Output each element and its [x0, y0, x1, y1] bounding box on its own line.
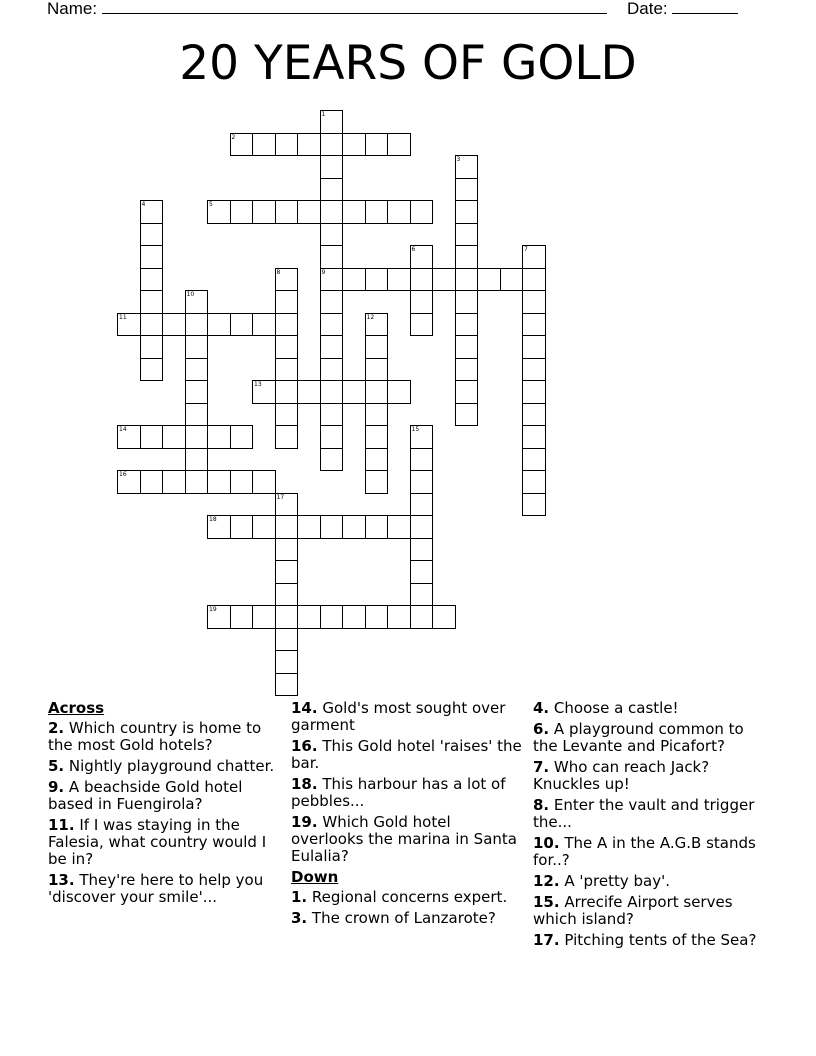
grid-cell[interactable]	[432, 268, 456, 292]
clue-across-16	[291, 738, 526, 772]
clue-text: Which Gold hotel overlooks the marina in Santa Eulalia?	[291, 813, 517, 865]
grid-cell[interactable]	[275, 313, 299, 337]
clue-column-2	[291, 700, 526, 931]
grid-cell[interactable]	[275, 358, 299, 382]
clue-across-9	[48, 779, 283, 813]
grid-cell[interactable]	[342, 200, 366, 224]
clue-number: 19.	[291, 813, 318, 831]
grid-cell-number: 9	[321, 268, 326, 276]
grid-cell[interactable]	[140, 470, 164, 494]
grid-cell[interactable]	[387, 515, 411, 539]
grid-cell-number: 11	[119, 313, 127, 321]
grid-cell[interactable]	[252, 515, 276, 539]
grid-cell-number: 3	[456, 156, 461, 163]
grid-cell[interactable]	[297, 200, 321, 224]
grid-cell[interactable]	[342, 380, 366, 404]
clue-text: A beachside Gold hotel based in Fuengirola?	[48, 778, 243, 813]
clue-number: 9.	[48, 778, 65, 796]
grid-cell[interactable]	[275, 133, 299, 157]
clue-text: Pitching tents of the Sea?	[564, 931, 757, 949]
grid-cell[interactable]	[410, 583, 434, 607]
grid-cell[interactable]	[522, 290, 546, 314]
grid-cell-number: 2	[231, 133, 236, 141]
grid-cell[interactable]	[455, 200, 479, 224]
grid-cell-number: 19	[209, 606, 217, 613]
grid-cell-number: 15	[411, 426, 420, 433]
clue-across-2	[48, 720, 283, 754]
grid-cell[interactable]	[297, 133, 321, 157]
grid-cell[interactable]	[185, 470, 209, 494]
grid-cell[interactable]	[455, 245, 479, 269]
name-line[interactable]	[102, 0, 607, 14]
grid-cell[interactable]	[297, 380, 321, 404]
grid-cell[interactable]	[140, 245, 164, 269]
grid-cell[interactable]	[252, 605, 276, 629]
grid-cell[interactable]	[522, 403, 546, 427]
grid-cell[interactable]	[320, 425, 344, 449]
clue-number: 4.	[533, 699, 550, 717]
grid-cell[interactable]	[207, 470, 231, 494]
grid-cell[interactable]	[275, 425, 299, 449]
clue-text: If I was staying in the Falesia, what country would I be in?	[48, 816, 267, 868]
date-field[interactable]	[627, 0, 738, 19]
grid-cell[interactable]	[297, 605, 321, 629]
grid-cell[interactable]	[522, 425, 546, 449]
clue-number: 16.	[291, 737, 318, 755]
grid-cell[interactable]	[297, 515, 321, 539]
grid-cell-number: 16	[119, 471, 127, 478]
grid-cell[interactable]	[320, 178, 344, 202]
grid-cell[interactable]	[185, 335, 209, 359]
clue-down-3	[291, 910, 526, 927]
clue-down-6	[533, 721, 768, 755]
grid-cell[interactable]	[185, 380, 209, 404]
clue-text: This harbour has a lot of pebbles...	[291, 775, 506, 810]
grid-cell[interactable]	[207, 425, 231, 449]
grid-cell[interactable]	[162, 313, 186, 337]
clue-down-12	[533, 873, 768, 890]
clue-column-1	[48, 700, 283, 910]
grid-cell[interactable]	[522, 268, 546, 292]
clue-number: 7.	[533, 758, 550, 776]
clue-text: Who can reach Jack? Knuckles up!	[533, 758, 710, 793]
grid-cell[interactable]	[275, 628, 299, 652]
clue-number: 10.	[533, 834, 560, 852]
clue-text: Regional concerns expert.	[311, 888, 508, 906]
clue-across-13	[48, 872, 283, 906]
grid-cell[interactable]	[365, 268, 389, 292]
grid-cell[interactable]	[320, 245, 344, 269]
clue-down-15	[533, 894, 768, 928]
clue-number: 11.	[48, 816, 75, 834]
grid-cell[interactable]	[320, 380, 344, 404]
grid-cell[interactable]	[320, 358, 344, 382]
grid-cell[interactable]	[365, 335, 389, 359]
name-field[interactable]	[47, 0, 607, 19]
clue-number: 6.	[533, 720, 550, 738]
grid-cell[interactable]	[387, 133, 411, 157]
grid-cell[interactable]	[387, 268, 411, 292]
grid-cell[interactable]	[320, 313, 344, 337]
grid-cell[interactable]	[365, 605, 389, 629]
grid-cell-number: 17	[276, 493, 285, 501]
clue-number: 3.	[291, 909, 308, 927]
clue-number: 2.	[48, 719, 65, 737]
clue-number: 8.	[533, 796, 550, 814]
grid-cell[interactable]	[230, 425, 254, 449]
clue-number: 13.	[48, 871, 75, 889]
grid-cell[interactable]	[185, 313, 209, 337]
grid-cell[interactable]	[410, 200, 434, 224]
clue-number: 18.	[291, 775, 318, 793]
grid-cell-number: 8	[276, 268, 281, 276]
grid-cell[interactable]	[522, 470, 546, 494]
clue-text: Choose a castle!	[553, 699, 679, 717]
clue-text: Arrecife Airport serves which island?	[533, 893, 733, 928]
grid-cell[interactable]	[275, 538, 299, 562]
grid-cell[interactable]	[140, 268, 164, 292]
grid-cell[interactable]	[230, 515, 254, 539]
grid-cell[interactable]	[455, 358, 479, 382]
grid-cell[interactable]	[365, 403, 389, 427]
grid-cell[interactable]	[365, 358, 389, 382]
grid-cell-number: 12	[366, 313, 375, 321]
grid-cell[interactable]	[455, 403, 479, 427]
clue-down-10	[533, 835, 768, 869]
clue-text: Enter the vault and trigger the...	[533, 796, 755, 831]
grid-cell[interactable]	[365, 448, 389, 472]
grid-cell[interactable]	[320, 403, 344, 427]
grid-cell[interactable]	[320, 448, 344, 472]
grid-cell[interactable]	[140, 425, 164, 449]
clue-number: 15.	[533, 893, 560, 911]
grid-cell[interactable]	[522, 493, 546, 517]
clue-across-11	[48, 817, 283, 868]
grid-cell[interactable]	[522, 358, 546, 382]
grid-cell[interactable]	[500, 268, 524, 292]
grid-cell[interactable]	[455, 178, 479, 202]
grid-cell[interactable]	[477, 268, 501, 292]
grid-cell[interactable]	[387, 605, 411, 629]
clue-text: Nightly playground chatter.	[68, 757, 275, 775]
grid-cell[interactable]	[410, 538, 434, 562]
clue-text: A 'pretty bay'.	[564, 872, 670, 890]
grid-cell[interactable]	[455, 335, 479, 359]
grid-cell-number: 13	[254, 381, 262, 388]
grid-cell[interactable]	[410, 560, 434, 584]
clue-down-1	[291, 889, 526, 906]
grid-cell[interactable]	[320, 515, 344, 539]
grid-cell[interactable]	[342, 605, 366, 629]
grid-cell[interactable]	[140, 358, 164, 382]
date-line[interactable]	[672, 0, 738, 14]
grid-cell[interactable]	[365, 425, 389, 449]
grid-cell-number: 7	[524, 246, 528, 253]
clue-text: They're here to help you 'discover your smile'...	[48, 871, 264, 906]
grid-cell[interactable]	[140, 223, 164, 247]
grid-cell[interactable]	[522, 313, 546, 337]
grid-cell[interactable]	[410, 448, 434, 472]
grid-cell[interactable]	[252, 133, 276, 157]
grid-cell[interactable]	[455, 268, 479, 292]
grid-cell[interactable]	[365, 133, 389, 157]
grid-cell[interactable]	[185, 403, 209, 427]
grid-cell-number: 18	[209, 516, 217, 523]
grid-cell[interactable]	[522, 335, 546, 359]
clue-text: This Gold hotel 'raises' the bar.	[291, 737, 522, 772]
grid-cell[interactable]	[320, 223, 344, 247]
grid-cell[interactable]	[185, 425, 209, 449]
grid-cell-number: 14	[119, 426, 127, 433]
grid-cell[interactable]	[230, 313, 254, 337]
clue-column-3	[533, 700, 768, 953]
grid-cell[interactable]	[252, 200, 276, 224]
grid-cell[interactable]	[275, 515, 299, 539]
grid-cell[interactable]	[455, 223, 479, 247]
clue-down-17	[533, 932, 768, 949]
clue-text: The A in the A.G.B stands for..?	[533, 834, 756, 869]
clue-text: The crown of Lanzarote?	[311, 909, 496, 927]
clue-down-4	[533, 700, 768, 717]
grid-cell[interactable]	[275, 673, 299, 697]
grid-cell[interactable]	[432, 605, 456, 629]
clue-across-19	[291, 814, 526, 865]
grid-cell[interactable]	[320, 335, 344, 359]
grid-cell[interactable]	[230, 605, 254, 629]
clue-across-5	[48, 758, 283, 775]
grid-cell[interactable]	[275, 560, 299, 584]
clue-across-18	[291, 776, 526, 810]
grid-cell[interactable]	[140, 290, 164, 314]
grid-cell[interactable]	[275, 335, 299, 359]
date-label: Date:	[627, 0, 668, 18]
grid-cell[interactable]	[275, 403, 299, 427]
grid-cell[interactable]	[455, 380, 479, 404]
grid-cell[interactable]	[410, 605, 434, 629]
grid-cell[interactable]	[455, 290, 479, 314]
grid-cell[interactable]	[522, 448, 546, 472]
grid-cell[interactable]	[342, 268, 366, 292]
grid-cell[interactable]	[365, 380, 389, 404]
grid-cell[interactable]	[410, 313, 434, 337]
grid-cell[interactable]	[410, 470, 434, 494]
grid-cell[interactable]	[387, 380, 411, 404]
across-heading: Across	[48, 699, 105, 717]
grid-cell[interactable]	[275, 290, 299, 314]
grid-cell[interactable]	[275, 605, 299, 629]
grid-cell[interactable]	[230, 470, 254, 494]
clue-number: 5.	[48, 757, 65, 775]
grid-cell[interactable]	[275, 200, 299, 224]
grid-cell[interactable]	[342, 515, 366, 539]
grid-cell[interactable]	[185, 358, 209, 382]
clue-down-8	[533, 797, 768, 831]
grid-cell[interactable]	[275, 380, 299, 404]
grid-cell-number: 10	[186, 291, 195, 298]
grid-cell[interactable]	[252, 470, 276, 494]
clue-number: 17.	[533, 931, 560, 949]
clue-across-14	[291, 700, 526, 734]
clue-text: Gold's most sought over garment	[291, 699, 506, 734]
grid-cell[interactable]	[162, 425, 186, 449]
grid-cell[interactable]	[185, 448, 209, 472]
grid-cell-number: 4	[141, 201, 146, 208]
grid-cell[interactable]	[410, 290, 434, 314]
grid-cell[interactable]	[365, 515, 389, 539]
grid-cell[interactable]	[230, 200, 254, 224]
down-heading: Down	[291, 868, 339, 886]
clue-number: 14.	[291, 699, 318, 717]
clue-text: A playground common to the Levante and Picafort?	[533, 720, 744, 755]
grid-cell[interactable]	[320, 200, 344, 224]
clue-number: 1.	[291, 888, 308, 906]
grid-cell[interactable]	[320, 133, 344, 157]
grid-cell[interactable]	[140, 335, 164, 359]
grid-cell[interactable]	[275, 583, 299, 607]
page-title: 20 YEARS OF GOLD	[179, 36, 637, 91]
grid-cell-number: 5	[209, 201, 213, 208]
grid-cell[interactable]	[162, 470, 186, 494]
grid-cell[interactable]	[207, 313, 231, 337]
grid-cell[interactable]	[140, 313, 164, 337]
grid-cell[interactable]	[387, 200, 411, 224]
grid-cell[interactable]	[410, 493, 434, 517]
grid-cell[interactable]	[342, 133, 366, 157]
name-label: Name:	[47, 0, 98, 18]
grid-cell[interactable]	[320, 605, 344, 629]
grid-cell[interactable]	[522, 380, 546, 404]
clue-text: Which country is home to the most Gold hotels?	[48, 719, 262, 754]
grid-cell-number: 1	[321, 111, 326, 118]
grid-cell[interactable]	[320, 155, 344, 179]
grid-cell[interactable]	[365, 200, 389, 224]
grid-cell[interactable]	[275, 650, 299, 674]
clue-number: 12.	[533, 872, 560, 890]
grid-cell[interactable]	[252, 313, 276, 337]
grid-cell[interactable]	[455, 313, 479, 337]
clue-down-7	[533, 759, 768, 793]
grid-cell[interactable]	[410, 515, 434, 539]
grid-cell[interactable]	[320, 290, 344, 314]
grid-cell[interactable]	[365, 470, 389, 494]
grid-cell[interactable]	[410, 268, 434, 292]
grid-cell-number: 6	[411, 246, 416, 253]
